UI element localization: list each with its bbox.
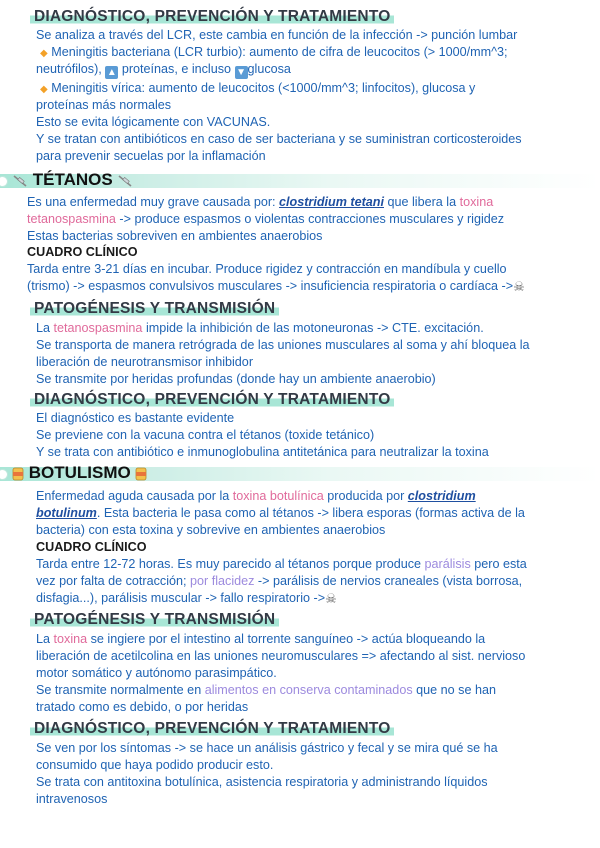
text-line: Enfermedad aguda causada por la toxina botulínica producida por clostridium (36, 489, 476, 503)
text-line: consumido que haya podido producir esto. (36, 758, 274, 772)
heading-diagnostico-botulismo: DIAGNÓSTICO, PREVENCIÓN Y TRATAMIENTO (30, 720, 394, 738)
text-line: vez por falta de cotracción; por flacidez -> parálisis de nervios craneales (vista borrosa, (36, 574, 523, 588)
subheading-cuadro-clinico: CUADRO CLÍNICO (36, 540, 147, 554)
syringe-icon (117, 174, 133, 188)
up-arrow-icon: ▲ (106, 67, 117, 78)
text-line: disfagia...), parálisis muscular -> fallo respiratorio ->☠ (36, 591, 337, 606)
section-botulismo (0, 463, 600, 483)
bullet-line: ◆ Meningitis vírica: aumento de leucocitos (<1000/mm^3; linfocitos), glucosa y (40, 81, 476, 95)
text-line: Tarda entre 3-21 días en incubar. Produce rigidez y contracción en mandíbula y cuello (27, 262, 507, 276)
down-arrow-icon: ▼ (236, 67, 246, 78)
text-line: Y se trata con antibiótico e inmunoglobulina antitetánica para neutralizar la toxina (36, 445, 489, 459)
subheading-cuadro-clinico: CUADRO CLÍNICO (27, 245, 138, 259)
text-line: neutrófilos), ▲ proteínas, e incluso ▼ glucosa (36, 62, 291, 78)
text-line: La tetanospasmina impide la inhibición de las motoneuronas -> CTE. excitación. (36, 321, 484, 335)
text-line: Se trata con antitoxina botulínica, asistencia respiratoria y administrando líquidos (36, 775, 488, 789)
text-line: Estas bacterias sobreviven en ambientes anaerobios (27, 229, 323, 243)
section-title: TÉTANOS (12, 170, 133, 190)
text-line: motor somático y autónomo parasimpático. (36, 666, 277, 680)
canned-food-icon (135, 466, 147, 481)
text-line: (trismo) -> espasmos convulsivos musculares -> insuficiencia respiratoria o cardíaca ->☠ (27, 279, 525, 294)
text-line: Es una enfermedad muy grave causada por: clostridium tetani que libera la toxina (27, 195, 494, 209)
text-line: Se transporta de manera retrógrada de las uniones musculares al soma y ahí bloquea la (36, 338, 530, 352)
text-line: tetanospasmina -> produce espasmos o violentas contracciones musculares y rigidez (27, 212, 505, 226)
diamond-icon: ◆ (40, 48, 48, 59)
syringe-icon (12, 174, 28, 188)
section-tetanos (0, 170, 600, 190)
text-line: liberación de acetilcolina en las uniones neuromusculares => afectando al sist. nervioso (36, 649, 526, 663)
text-line: proteínas más normales (36, 98, 172, 112)
heading-patogenesis-botulismo: PATOGÉNESIS Y TRANSMISIÓN (30, 611, 279, 629)
text-line: Se transmite por heridas profundas (donde hay un ambiente anaerobio) (36, 372, 436, 386)
text-line: intravenosos (36, 792, 108, 806)
text-line: Se transmite normalmente en alimentos en conserva contaminados que no se han (36, 683, 496, 697)
heading-diagnostico-tetanos: DIAGNÓSTICO, PREVENCIÓN Y TRATAMIENTO (30, 391, 394, 409)
canned-food-icon (12, 466, 24, 481)
text-line: Esto se evita lógicamente con VACUNAS. (36, 115, 271, 129)
text-line: para prevenir secuelas por la inflamación (36, 149, 266, 163)
diamond-icon: ◆ (40, 84, 48, 95)
section-title: BOTULISMO (12, 463, 147, 483)
text-line: tratado como es debido, o por heridas (36, 700, 249, 714)
text-line: El diagnóstico es bastante evidente (36, 411, 235, 425)
text-line: Tarda entre 12-72 horas. Es muy parecido al tétanos porque produce parálisis pero esta (36, 557, 527, 571)
text-line: bacteria) con esta toxina y sobrevive en ambientes anaerobios (36, 523, 386, 537)
text-line: Se ven por los síntomas -> se hace un análisis gástrico y fecal y se mira qué se ha (36, 741, 498, 755)
bullet-line: ◆ Meningitis bacteriana (LCR turbio): aumento de cifra de leucocitos (> 1000/mm^3; (40, 45, 508, 59)
text-line: Se previene con la vacuna contra el tétanos (toxide tetánico) (36, 428, 375, 442)
skull-crossbones-icon: ☠ (325, 591, 337, 606)
heading-patogenesis-tetanos: PATOGÉNESIS Y TRANSMISIÓN (30, 300, 279, 318)
text-line: La toxina se ingiere por el intestino al torrente sanguíneo -> actúa bloqueando la (36, 632, 486, 646)
skull-crossbones-icon: ☠ (513, 279, 525, 294)
text-line: Y se tratan con antibióticos en caso de ser bacteriana y se suministran corticosteroides (36, 132, 522, 146)
text-line: Se analiza a través del LCR, este cambia en función de la infección -> punción lumbar (36, 28, 518, 42)
text-line: liberación de neurotransmisor inhibidor (36, 355, 254, 369)
heading-diagnostico-meningitis: DIAGNÓSTICO, PREVENCIÓN Y TRATAMIENTO (30, 8, 394, 26)
text-line: botulinum. Esta bacteria le pasa como al tétanos -> libera esporas (formas activa de la (36, 506, 525, 520)
